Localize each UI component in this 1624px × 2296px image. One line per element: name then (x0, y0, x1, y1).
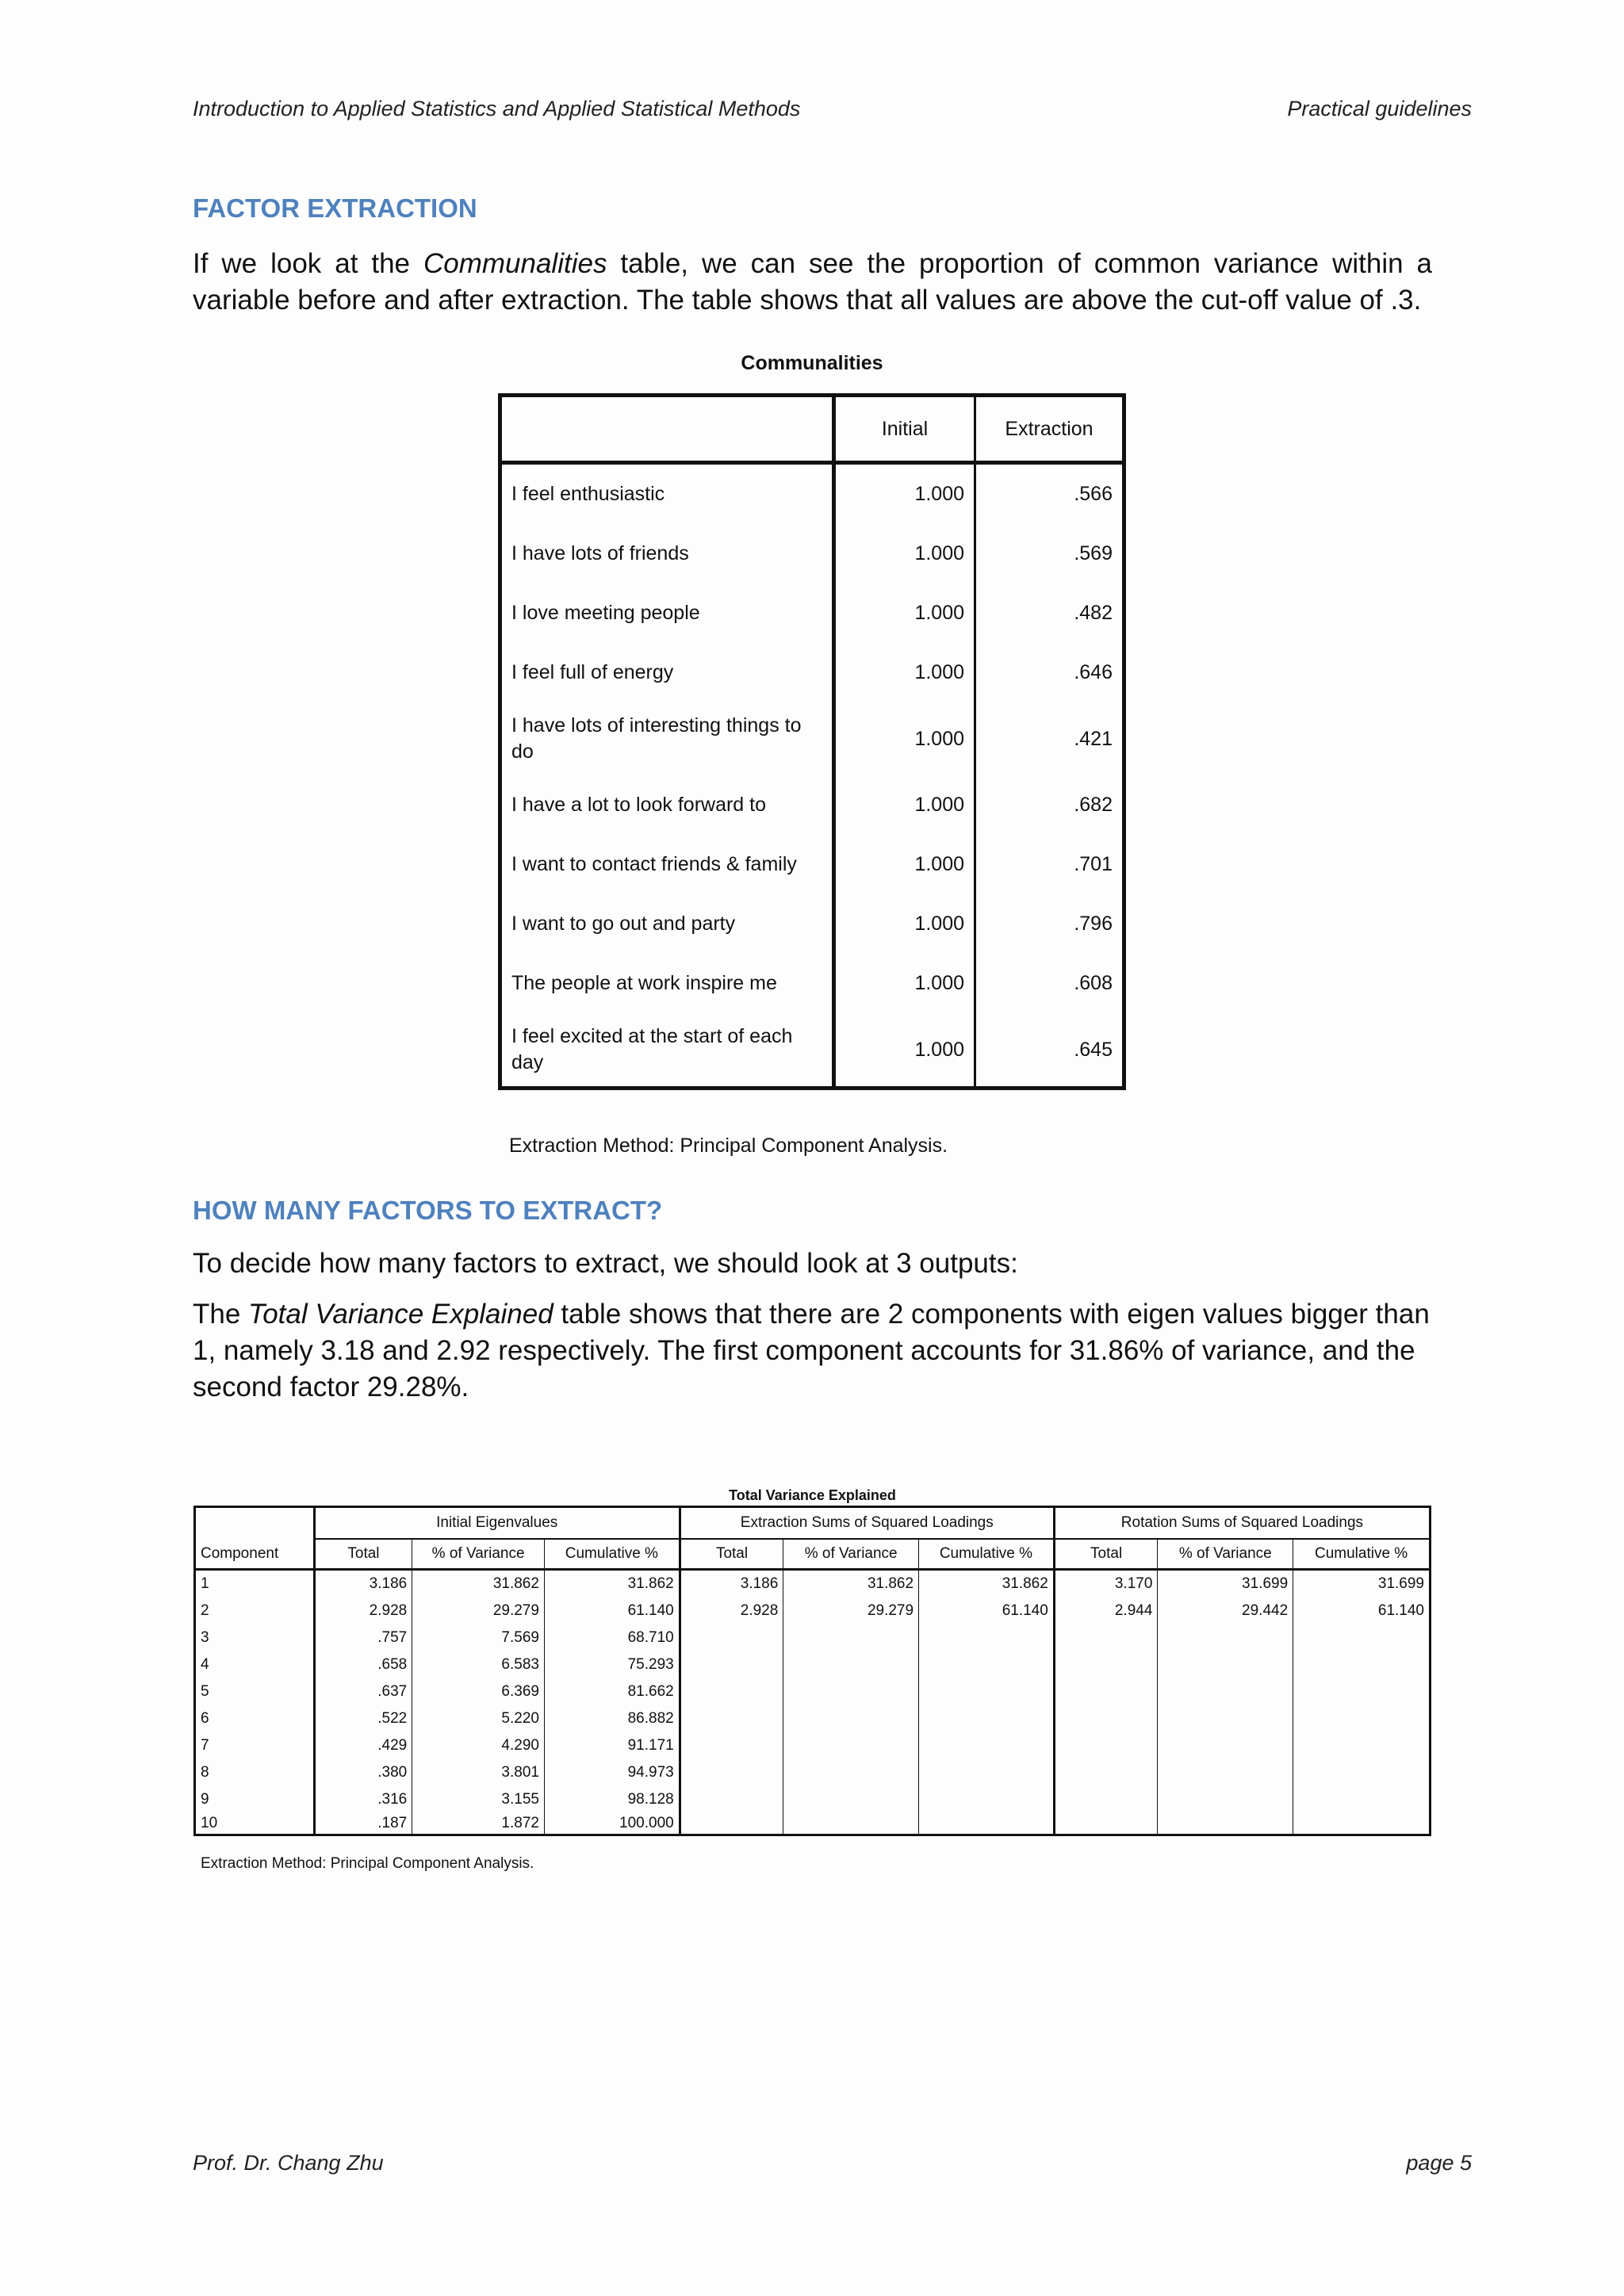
rotation-cumulative (1293, 1705, 1431, 1732)
header-cell-empty (195, 1507, 315, 1540)
initial-pct-variance: 1.872 (412, 1813, 545, 1835)
table-row (500, 584, 1124, 643)
row-label: I have lots of interesting things to do (500, 702, 834, 775)
footer-author: Prof. Dr. Chang Zhu (193, 2151, 384, 2175)
extraction-cumulative (919, 1732, 1055, 1759)
rotation-pct-variance (1158, 1813, 1293, 1835)
extraction-cumulative (919, 1705, 1055, 1732)
extraction-value: .566 (1074, 483, 1113, 505)
rotation-cumulative (1293, 1624, 1431, 1651)
extraction-value: .646 (1074, 661, 1113, 683)
table-row (195, 1598, 1431, 1624)
header-pct-variance: % of Variance (1158, 1539, 1293, 1570)
row-label: I have lots of friends (500, 524, 834, 584)
extraction-pct-variance (783, 1813, 919, 1835)
initial-total: .187 (314, 1813, 412, 1835)
rotation-total (1054, 1813, 1158, 1835)
rotation-cumulative (1293, 1813, 1431, 1835)
rotation-total (1054, 1624, 1158, 1651)
extraction-total (680, 1813, 783, 1835)
header-cumulative: Cumulative % (1293, 1539, 1431, 1570)
initial-cumulative: 91.171 (544, 1732, 680, 1759)
rotation-pct-variance (1158, 1759, 1293, 1786)
initial-pct-variance: 31.862 (412, 1570, 545, 1598)
table-row (500, 835, 1124, 894)
rotation-total (1054, 1678, 1158, 1705)
table-row (195, 1624, 1431, 1651)
header-pct-variance: % of Variance (412, 1539, 545, 1570)
heading-factor-extraction: FACTOR EXTRACTION (193, 193, 477, 223)
extraction-cumulative (919, 1759, 1055, 1786)
extraction-pct-variance (783, 1651, 919, 1678)
initial-pct-variance: 4.290 (412, 1732, 545, 1759)
rotation-cumulative (1293, 1678, 1431, 1705)
paragraph-communalities-intro (193, 246, 1432, 333)
initial-total: .380 (314, 1759, 412, 1786)
initial-cumulative: 75.293 (544, 1651, 680, 1678)
extraction-value: .421 (1074, 727, 1113, 750)
text-run: table shows that there are 2 components with eigen values bigger than 1, namely 3.18 and 2.92 respectively. The first component accounts for 31.86% of variance, and the second factor 29.28%. (193, 1299, 1430, 1402)
extraction-cumulative (919, 1624, 1055, 1651)
group-header-row (195, 1507, 1431, 1540)
group-extraction-sums: Extraction Sums of Squared Loadings (680, 1507, 1054, 1540)
emphasis-communalities: Communalities (423, 248, 607, 279)
extraction-value: .701 (1074, 853, 1113, 875)
group-rotation-sums: Rotation Sums of Squared Loadings (1054, 1507, 1430, 1540)
communalities-title: Communalities (741, 352, 883, 374)
extraction-cumulative: 61.140 (919, 1598, 1055, 1624)
text-run: The (193, 1299, 249, 1330)
component-number: 1 (195, 1570, 315, 1598)
row-label: The people at work inspire me (500, 954, 834, 1013)
extraction-total (680, 1732, 783, 1759)
extraction-pct-variance: 29.279 (783, 1598, 919, 1624)
text-run: If we look at the (193, 248, 423, 279)
initial-cumulative: 94.973 (544, 1759, 680, 1786)
initial-pct-variance: 29.279 (412, 1598, 545, 1624)
rotation-pct-variance (1158, 1624, 1293, 1651)
table-row (500, 702, 1124, 775)
extraction-total: 2.928 (680, 1598, 783, 1624)
rotation-cumulative: 61.140 (1293, 1598, 1431, 1624)
row-label: I have a lot to look forward to (500, 775, 834, 835)
table-header-row (500, 396, 1124, 463)
rotation-total: 3.170 (1054, 1570, 1158, 1598)
table-row (195, 1570, 1431, 1598)
total-variance-table (193, 1506, 1431, 1836)
table-row (500, 1013, 1124, 1089)
sentence-three-outputs: To decide how many factors to extract, we should look at 3 outputs: (193, 1248, 1018, 1279)
component-number: 4 (195, 1651, 315, 1678)
initial-value: 1.000 (834, 584, 975, 643)
extraction-cumulative (919, 1651, 1055, 1678)
header-cell-empty (500, 396, 834, 463)
extraction-value: .482 (1074, 602, 1113, 624)
rotation-cumulative (1293, 1732, 1431, 1759)
extraction-total (680, 1786, 783, 1813)
page-number: page 5 (1406, 2151, 1472, 2175)
initial-pct-variance: 7.569 (412, 1624, 545, 1651)
extraction-value: .682 (1074, 794, 1113, 816)
rotation-cumulative (1293, 1786, 1431, 1813)
row-label: I love meeting people (500, 584, 834, 643)
initial-value: 1.000 (834, 775, 975, 835)
initial-pct-variance: 6.583 (412, 1651, 545, 1678)
row-label: I want to go out and party (500, 894, 834, 954)
extraction-value: .569 (1074, 542, 1113, 564)
tve-footnote: Extraction Method: Principal Component Analysis. (201, 1855, 534, 1872)
tve-title: Total Variance Explained (729, 1487, 896, 1503)
extraction-value: .796 (1074, 913, 1113, 935)
column-header-row (195, 1539, 1431, 1570)
initial-pct-variance: 3.155 (412, 1786, 545, 1813)
extraction-total (680, 1651, 783, 1678)
initial-total: .522 (314, 1705, 412, 1732)
table-row (195, 1813, 1431, 1835)
component-number: 3 (195, 1624, 315, 1651)
initial-total: .316 (314, 1786, 412, 1813)
initial-total: .637 (314, 1678, 412, 1705)
extraction-value: .608 (1074, 972, 1113, 994)
header-cumulative: Cumulative % (919, 1539, 1055, 1570)
header-initial: Initial (834, 396, 975, 463)
rotation-total (1054, 1732, 1158, 1759)
extraction-cumulative: 31.862 (919, 1570, 1055, 1598)
table-row (500, 775, 1124, 835)
component-number: 5 (195, 1678, 315, 1705)
rotation-total (1054, 1786, 1158, 1813)
initial-value: 1.000 (834, 835, 975, 894)
component-number: 9 (195, 1786, 315, 1813)
row-label: I feel full of energy (500, 643, 834, 702)
row-label: I feel enthusiastic (500, 463, 834, 525)
heading-how-many-factors: HOW MANY FACTORS TO EXTRACT? (193, 1196, 663, 1225)
initial-value: 1.000 (834, 894, 975, 954)
component-number: 10 (195, 1813, 315, 1835)
rotation-cumulative (1293, 1651, 1431, 1678)
extraction-value: .645 (1074, 1038, 1113, 1061)
extraction-cumulative (919, 1813, 1055, 1835)
initial-cumulative: 86.882 (544, 1705, 680, 1732)
extraction-pct-variance (783, 1786, 919, 1813)
initial-pct-variance: 5.220 (412, 1705, 545, 1732)
rotation-cumulative: 31.699 (1293, 1570, 1431, 1598)
extraction-cumulative (919, 1678, 1055, 1705)
header-total: Total (680, 1539, 783, 1570)
initial-total: 3.186 (314, 1570, 412, 1598)
initial-pct-variance: 6.369 (412, 1678, 545, 1705)
row-label: I feel excited at the start of each day (500, 1013, 834, 1089)
table-row (195, 1678, 1431, 1705)
emphasis-total-variance: Total Variance Explained (248, 1299, 553, 1330)
header-extraction: Extraction (975, 396, 1124, 463)
header-cumulative: Cumulative % (544, 1539, 680, 1570)
table-row (500, 643, 1124, 702)
component-number: 8 (195, 1759, 315, 1786)
initial-total: .757 (314, 1624, 412, 1651)
header-pct-variance: % of Variance (783, 1539, 919, 1570)
component-number: 6 (195, 1705, 315, 1732)
communalities-footnote: Extraction Method: Principal Component Analysis. (509, 1135, 948, 1157)
extraction-total (680, 1678, 783, 1705)
component-number: 7 (195, 1732, 315, 1759)
initial-total: .429 (314, 1732, 412, 1759)
paragraph-how-many-factors (193, 1246, 1432, 1420)
table-row (500, 894, 1124, 954)
initial-cumulative: 68.710 (544, 1624, 680, 1651)
rotation-total: 2.944 (1054, 1598, 1158, 1624)
extraction-pct-variance (783, 1678, 919, 1705)
extraction-total (680, 1705, 783, 1732)
table-row (500, 954, 1124, 1013)
page-footer (193, 2151, 1472, 2175)
row-label: I want to contact friends & family (500, 835, 834, 894)
extraction-pct-variance (783, 1624, 919, 1651)
rotation-pct-variance: 31.699 (1158, 1570, 1293, 1598)
header-component: Component (195, 1539, 315, 1570)
initial-value: 1.000 (834, 702, 975, 775)
initial-value: 1.000 (834, 643, 975, 702)
table-row (500, 463, 1124, 525)
initial-value: 1.000 (834, 1013, 975, 1089)
initial-total: 2.928 (314, 1598, 412, 1624)
extraction-total (680, 1759, 783, 1786)
initial-cumulative: 31.862 (544, 1570, 680, 1598)
text-run: table, we can see the proportion of common variance within a variable before and after extraction. The table shows that all values are above the cut-off value of .3. (193, 248, 1432, 316)
extraction-total: 3.186 (680, 1570, 783, 1598)
rotation-pct-variance (1158, 1705, 1293, 1732)
table-row (500, 524, 1124, 584)
initial-cumulative: 61.140 (544, 1598, 680, 1624)
initial-cumulative: 100.000 (544, 1813, 680, 1835)
header-section: Practical guidelines (1287, 97, 1472, 121)
extraction-cumulative (919, 1786, 1055, 1813)
initial-value: 1.000 (834, 954, 975, 1013)
rotation-pct-variance: 29.442 (1158, 1598, 1293, 1624)
header-title: Introduction to Applied Statistics and Applied Statistical Methods (193, 97, 801, 121)
initial-value: 1.000 (834, 524, 975, 584)
table-row (195, 1651, 1431, 1678)
extraction-total (680, 1624, 783, 1651)
initial-value: 1.000 (834, 463, 975, 525)
rotation-cumulative (1293, 1759, 1431, 1786)
header-total: Total (314, 1539, 412, 1570)
extraction-pct-variance (783, 1732, 919, 1759)
page-header (193, 97, 1472, 121)
extraction-pct-variance: 31.862 (783, 1570, 919, 1598)
header-total: Total (1054, 1539, 1158, 1570)
rotation-pct-variance (1158, 1732, 1293, 1759)
initial-cumulative: 98.128 (544, 1786, 680, 1813)
rotation-total (1054, 1705, 1158, 1732)
table-row (195, 1759, 1431, 1786)
rotation-total (1054, 1759, 1158, 1786)
rotation-pct-variance (1158, 1678, 1293, 1705)
communalities-table (498, 393, 1126, 1090)
tve-body (195, 1570, 1431, 1835)
table-row (195, 1732, 1431, 1759)
extraction-pct-variance (783, 1759, 919, 1786)
initial-cumulative: 81.662 (544, 1678, 680, 1705)
rotation-pct-variance (1158, 1786, 1293, 1813)
rotation-pct-variance (1158, 1651, 1293, 1678)
extraction-pct-variance (783, 1705, 919, 1732)
table-row (195, 1786, 1431, 1813)
rotation-total (1054, 1651, 1158, 1678)
initial-total: .658 (314, 1651, 412, 1678)
component-number: 2 (195, 1598, 315, 1624)
group-initial-eigenvalues: Initial Eigenvalues (314, 1507, 680, 1540)
initial-pct-variance: 3.801 (412, 1759, 545, 1786)
table-row (195, 1705, 1431, 1732)
